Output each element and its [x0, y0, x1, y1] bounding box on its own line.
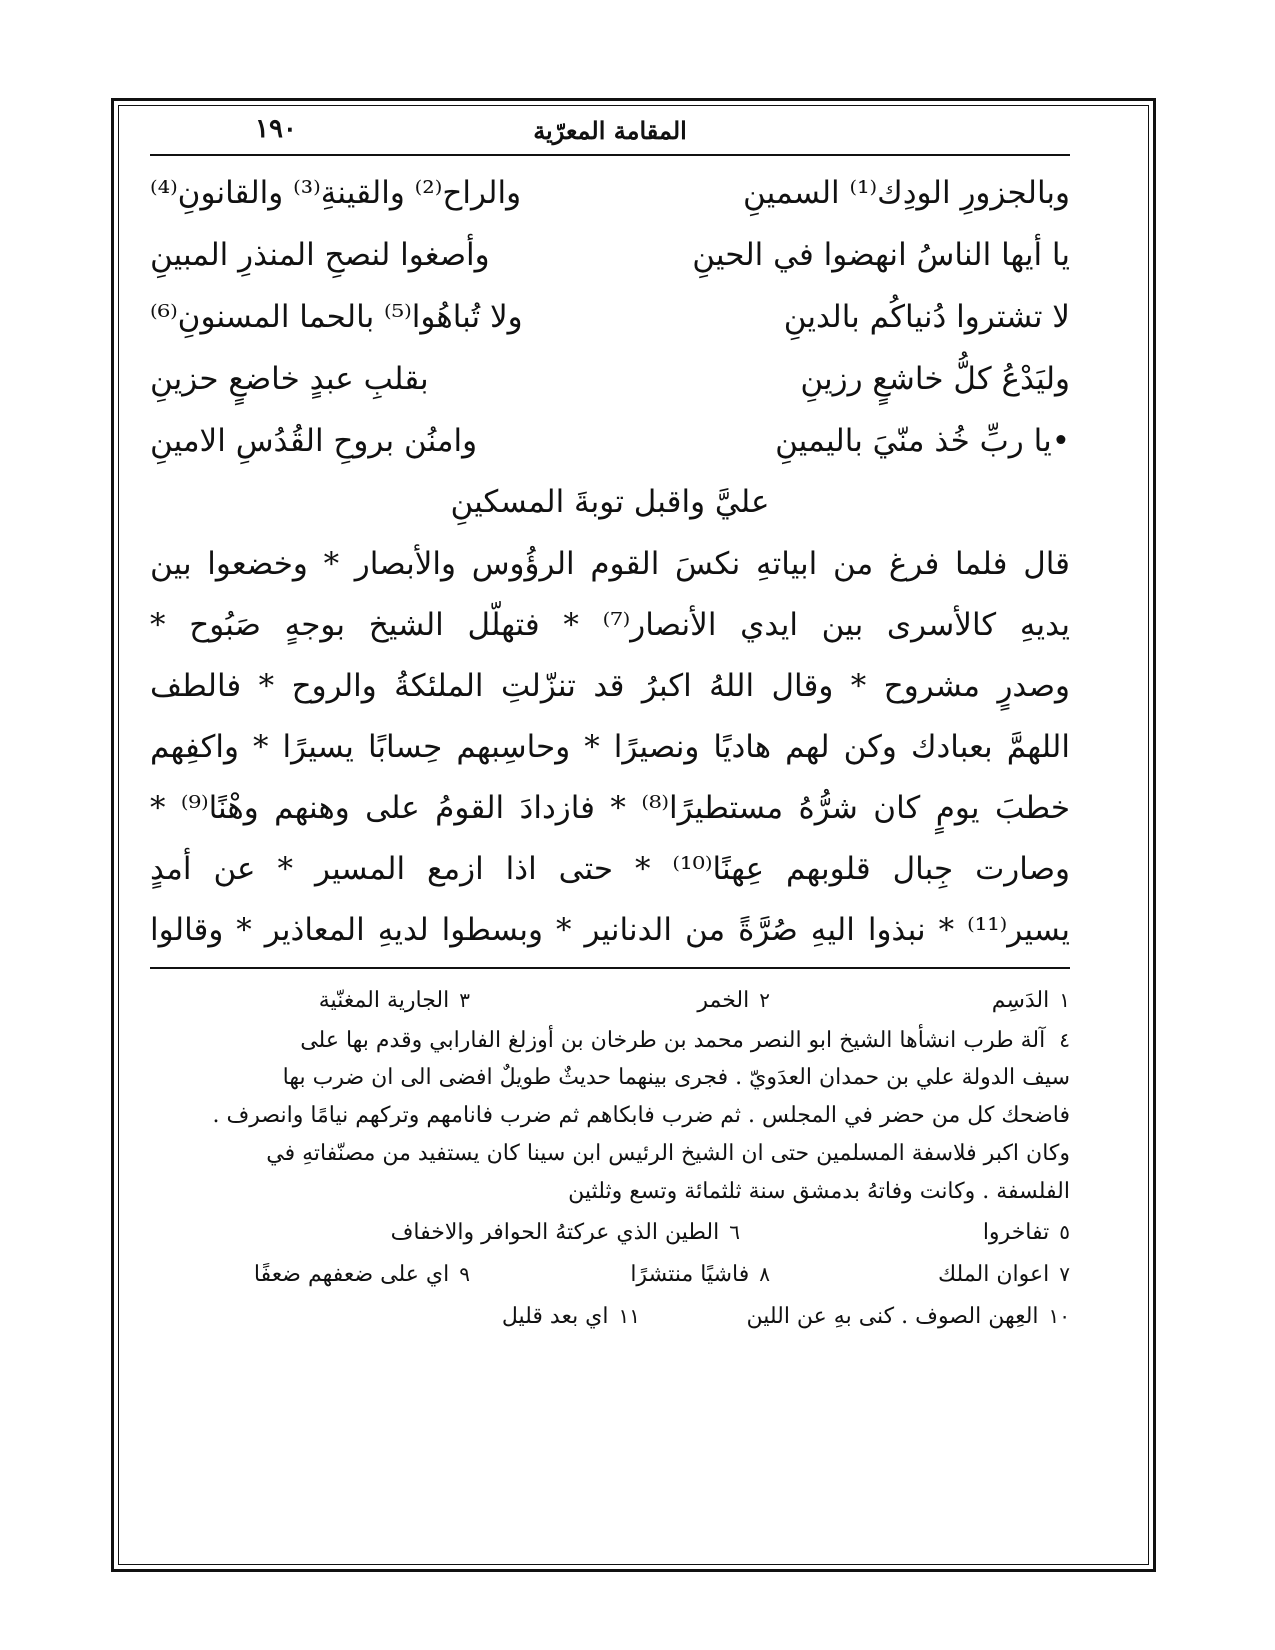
verse-line [150, 224, 1070, 286]
verse-hemistich-second: وامنُن بروحِ القُدُسِ الامينِ [150, 422, 478, 459]
footnote [640, 1304, 1070, 1329]
verse-line [150, 348, 1070, 410]
verse-hemistich-first: وبالجزورِ الودِك⁽¹⁾ السمينِ [743, 174, 1070, 211]
verse-hemistich-first: •يا ربِّ خُذ منّيَ باليمينِ [775, 422, 1070, 459]
page-content [150, 112, 1070, 1552]
verse-closing-line: عليَّ واقبل توبةَ المسكينِ [450, 484, 770, 520]
footnote-text: الجارية المغنّية [318, 987, 450, 1013]
footnote [470, 988, 770, 1013]
footnote-number: ١ [1059, 987, 1070, 1012]
verse-hemistich-second: والراح⁽²⁾ والقينةِ⁽³⁾ والقانونِ⁽⁴⁾ [150, 174, 522, 211]
footnote-long [150, 1021, 1070, 1211]
footnote-line [150, 1021, 1070, 1059]
footnote-number: ٣ [459, 987, 470, 1012]
footnote-number: ٩ [459, 1261, 470, 1286]
prose-line: خطبَ يومٍ كان شرُّهُ مستطيرًا⁽⁸⁾ * فازدادَ القومُ على وهنهم وهْنًا⁽⁹⁾ * [150, 790, 1070, 826]
footnote-number: ١٠ [1048, 1303, 1070, 1328]
footnote-text: الدَسِم [991, 987, 1050, 1013]
footnote-line: وكان اكبر فلاسفة المسلمين حتى ان الشيخ الرئيس ابن سينا كان يستفيد من مصنّفاتهِ في [266, 1141, 1070, 1166]
verse-line [150, 162, 1070, 224]
footnote-line: الفلسفة . وكانت وفاتهُ بدمشق سنة ثلثمائة وتسع وثلثين [568, 1179, 1070, 1204]
verse-block [150, 162, 1070, 532]
footnote [254, 1262, 470, 1287]
footnote-text: فاشيًا منتشرًا [630, 1261, 750, 1287]
verse-hemistich-second: وأصغوا لنصحِ المنذرِ المبينِ [150, 236, 490, 273]
header-rule [150, 154, 1070, 156]
footnote-line: سيف الدولة علي بن حمدان العدَويّ . فجرى بينهما حديثٌ طويلٌ افضى الى ان ضرب بها [282, 1065, 1070, 1090]
prose-line: وصارت جِبال قلوبهم عِهنًا⁽¹⁰⁾ * حتى اذا ازمع المسير * عن أمدٍ [150, 851, 1070, 887]
footnote [502, 1304, 640, 1329]
footnote-number: ٧ [1059, 1261, 1070, 1286]
prose-line: اللهمَّ بعبادك وكن لهم هاديًا ونصيرًا * وحاسِبهم حِسابًا يسيرًا * واكفِهم [150, 729, 1070, 765]
verse-hemistich-first: وليَدْعُ كلُّ خاشعٍ رزينِ [800, 360, 1070, 397]
footnote-text: اعوان الملك [938, 1261, 1050, 1287]
footnote-text: تفاخروا [982, 1219, 1050, 1245]
footnote-text: اي بعد قليل [501, 1303, 609, 1329]
footnote-number: ١١ [618, 1303, 640, 1328]
footnote-line: فاضحك كل من حضر في المجلس . ثم ضرب فابكاهم ثم ضرب فانامهم وتركهم نيامًا وانصرف . [212, 1103, 1070, 1128]
footnote-number: ٢ [759, 987, 770, 1012]
footnote-text: الخمر [697, 987, 750, 1013]
verse-hemistich-first: يا أيها الناسُ انهضوا في الحينِ [692, 236, 1070, 273]
footnote [319, 988, 470, 1013]
footnote-separator [150, 967, 1070, 969]
footnote [391, 1220, 740, 1245]
footnote [770, 1262, 1070, 1287]
footnote-number: ٨ [759, 1261, 770, 1286]
running-title: المقامة المعرّية [533, 116, 687, 145]
footnote-row [150, 979, 1070, 1021]
verse-line [150, 286, 1070, 348]
page-header [150, 112, 1070, 154]
footnote-row [150, 1253, 1070, 1295]
footnote-text: الطين الذي عركتهُ الحوافر والاخفاف [390, 1219, 720, 1245]
page-number: ١٩٠ [255, 114, 297, 144]
footnotes [150, 979, 1070, 1337]
verse-hemistich-first: لا تشتروا دُنياكُم بالدينِ [783, 298, 1070, 335]
footnote-number: ٤ [1059, 1028, 1070, 1052]
footnote-number: ٦ [729, 1219, 740, 1244]
footnote-text: آلة طرب انشأها الشيخ ابو النصر محمد بن طرخان بن أوزلغ الفارابي وقدم بها على [300, 1028, 1046, 1053]
verse-line [150, 410, 1070, 472]
footnote-number: ٥ [1059, 1219, 1070, 1244]
prose-line: قال فلما فرغ من ابياتهِ نكسَ القوم الرؤُوس والأبصار * وخضعوا بين [150, 546, 1070, 582]
footnote-text: العِهن الصوف . كنى بهِ عن اللين [746, 1303, 1039, 1329]
footnote-row [150, 1295, 1070, 1337]
footnote [470, 1262, 770, 1287]
prose-line: يسير⁽¹¹⁾ * نبذوا اليهِ صُرَّةً من الدنانير * وبسطوا لديهِ المعاذير * وقالوا [150, 912, 1070, 948]
footnote [770, 988, 1070, 1013]
verse-hemistich-second: ولا تُباهُوا⁽⁵⁾ بالحما المسنونِ⁽⁶⁾ [150, 298, 523, 335]
footnote-row [150, 1211, 1070, 1253]
prose-paragraph [150, 534, 1070, 961]
verse-hemistich-second: بقلبِ عبدٍ خاضعٍ حزينِ [150, 360, 429, 397]
prose-line: وصدرٍ مشروح * وقال اللهُ اكبرُ قد تنزّلتِ الملئكةُ والروح * فالطف [150, 668, 1070, 704]
footnote-text: اي على ضعفهم ضعفًا [253, 1261, 450, 1287]
prose-line: يديهِ كالأسرى بين ايدي الأنصار⁽⁷⁾ * فتهلّل الشيخ بوجهٍ صَبُوح * [150, 607, 1070, 643]
footnote [740, 1220, 1070, 1245]
